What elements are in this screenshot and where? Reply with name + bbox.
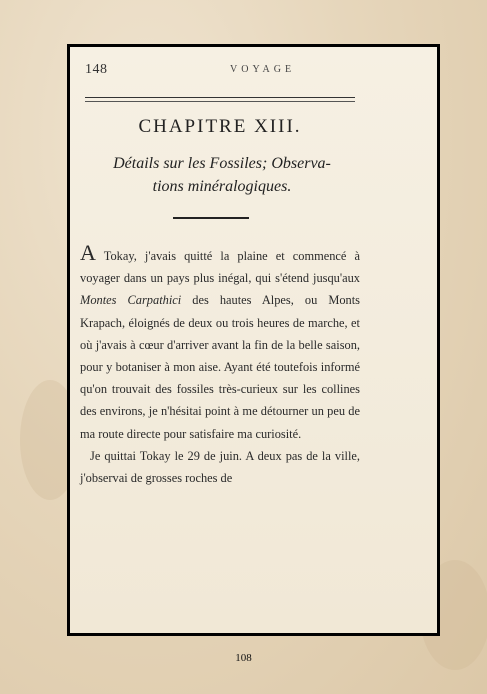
drop-cap: A (80, 240, 96, 265)
chapter-subtitle (82, 152, 362, 198)
header-rule (85, 97, 355, 98)
page-number: 108 (235, 652, 252, 664)
running-page-number: 148 (85, 62, 108, 77)
body-text (80, 240, 360, 489)
subtitle-line-2: tions minéralogiques. (152, 178, 292, 195)
paragraph-1-end: des hautes Alpes, ou Monts Krapach, éloignés de deux ou trois heures de marche, et où j'avais à cœur d'arriver avant la fin de la belle saison, pour y botaniser à mon aise. Ayant été toutefois informé qu'on trouvait des fossiles très-curieux sur les collines des environs, je n'hésitai point à me détourner un peu de ma route directe pour satisfaire ma curiosité. (80, 293, 360, 441)
chapter-heading: CHAPITRE XIII. (138, 116, 302, 137)
running-title: VOYAGE (230, 64, 296, 75)
paragraph-1-italic: Montes Carpathici (80, 293, 182, 308)
running-header (85, 62, 355, 76)
paragraph-2: Je quittai Tokay le 29 de juin. A deux pas de la ville, j'observai de grosses roches de (80, 448, 360, 486)
section-separator (173, 217, 249, 219)
subtitle-line-1: Détails sur les Fossiles; Observa- (113, 155, 331, 172)
paragraph-1-text: Tokay, j'avais quitté la plaine et commencé à voyager dans un pays plus inégal, qui s'étend jusqu'aux (80, 249, 360, 286)
header-rule (85, 101, 355, 102)
paragraph-1 (80, 240, 360, 445)
